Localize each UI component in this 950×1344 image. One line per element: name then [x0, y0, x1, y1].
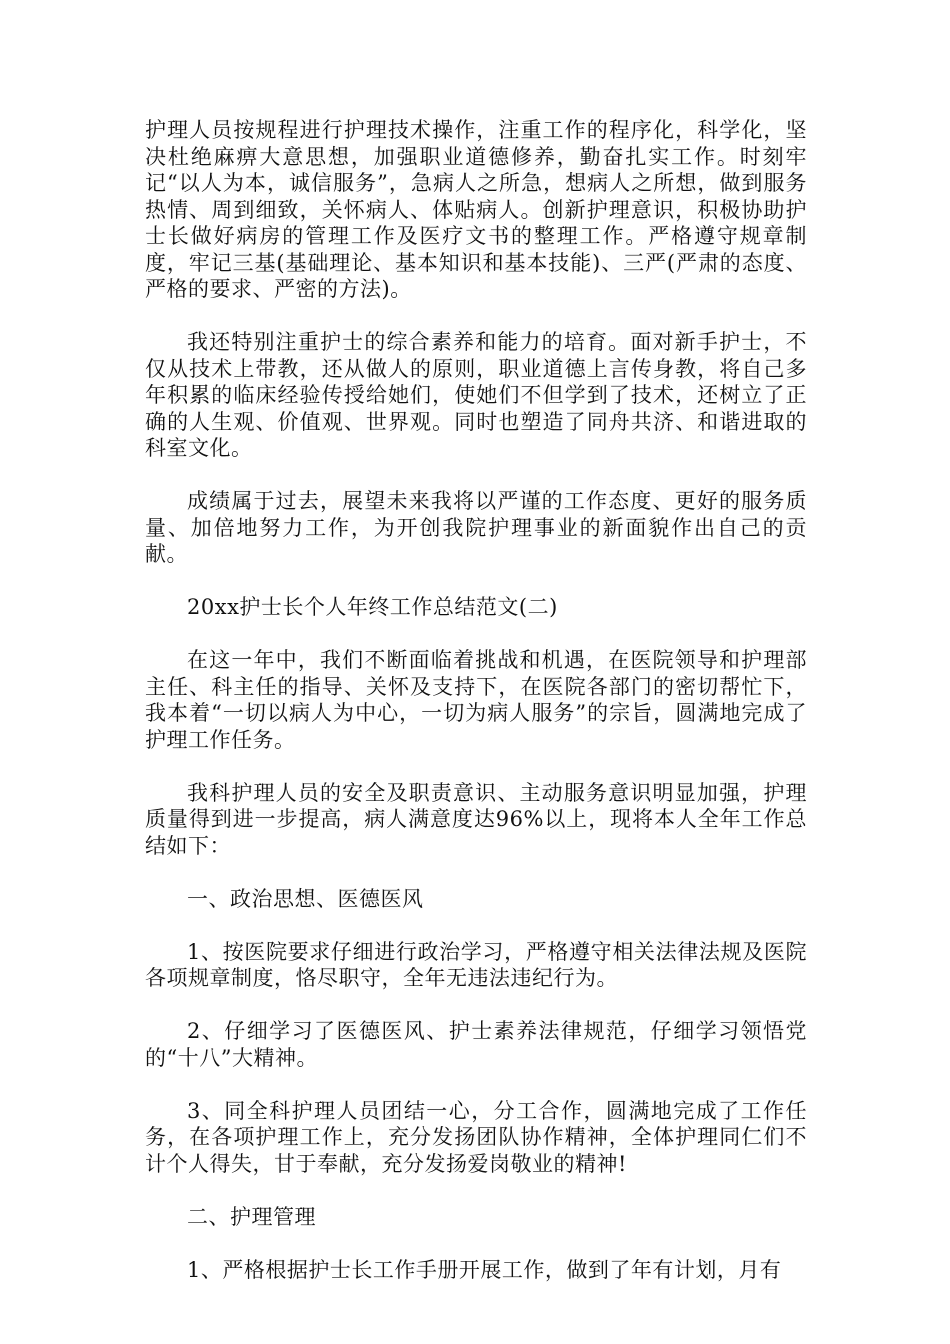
paragraph-item-1: 1、按医院要求仔细进行政治学习，严格遵守相关法律法规及医院各项规章制度，恪尽职守，全年无违法违纪行为。 [145, 939, 807, 990]
paragraph-continuation: 护理人员按规程进行护理技术操作，注重工作的程序化，科学化，坚决杜绝麻痹大意思想，加强职业道德修养，勤奋扎实工作。时刻牢记“以人为本，诚信服务”，急病人之所急，想病人之所想，做到服务热情、周到细致，关怀病人、体贴病人。创新护理意识，积极协助护士长做好病房的管理工作及医疗文书的整理工作。严格遵守规章制度，牢记三基(基础理论、基本知识和基本技能)、三严(严肃的态度、严格的要求、严密的方法)。 [145, 118, 807, 301]
paragraph-training: 我还特别注重护士的综合素养和能力的培育。面对新手护士，不仅从技术上带教，还从做人的原则，职业道德上言传身教，将自己多年积累的临床经验传授给她们，使她们不但学到了技术，还树立了正确的人生观、价值观、世界观。同时也塑造了同舟共济、和谐进取的科室文化。 [145, 330, 807, 460]
paragraph-outlook: 成绩属于过去，展望未来我将以严谨的工作态度、更好的服务质量、加倍地努力工作，为开创我院护理事业的新面貌作出自己的贡献。 [145, 489, 807, 566]
document-body [145, 117, 807, 1310]
heading-management: 二、护理管理 [187, 1204, 316, 1229]
paragraph-summary: 我科护理人员的安全及职责意识、主动服务意识明显加强，护理质量得到进一步提高，病人满意度达96%以上，现将本人全年工作总结如下： [145, 780, 807, 858]
paragraph-item-3: 3、同全科护理人员团结一心，分工合作，圆满地完成了工作任务，在各项护理工作上，充分发扬团队协作精神，全体护理同仁们不计个人得失，甘于奉献，充分发扬爱岗敬业的精神! [145, 1098, 807, 1176]
section-title: 20xx护士长个人年终工作总结范文(二) [187, 595, 558, 619]
paragraph-item-2: 2、仔细学习了医德医风、护士素养法律规范，仔细学习领悟党的“十八”大精神。 [145, 1019, 807, 1070]
paragraph-management-1: 1、严格根据护士长工作手册开展工作，做到了年有计划，月有 [187, 1257, 782, 1282]
heading-political: 一、政治思想、医德医风 [187, 886, 424, 911]
paragraph-intro: 在这一年中，我们不断面临着挑战和机遇，在医院领导和护理部主任、科主任的指导、关怀及支持下，在医院各部门的密切帮忙下，我本着“一切以病人为中心，一切为病人服务”的宗旨，圆满地完成了护理工作任务。 [145, 648, 807, 752]
